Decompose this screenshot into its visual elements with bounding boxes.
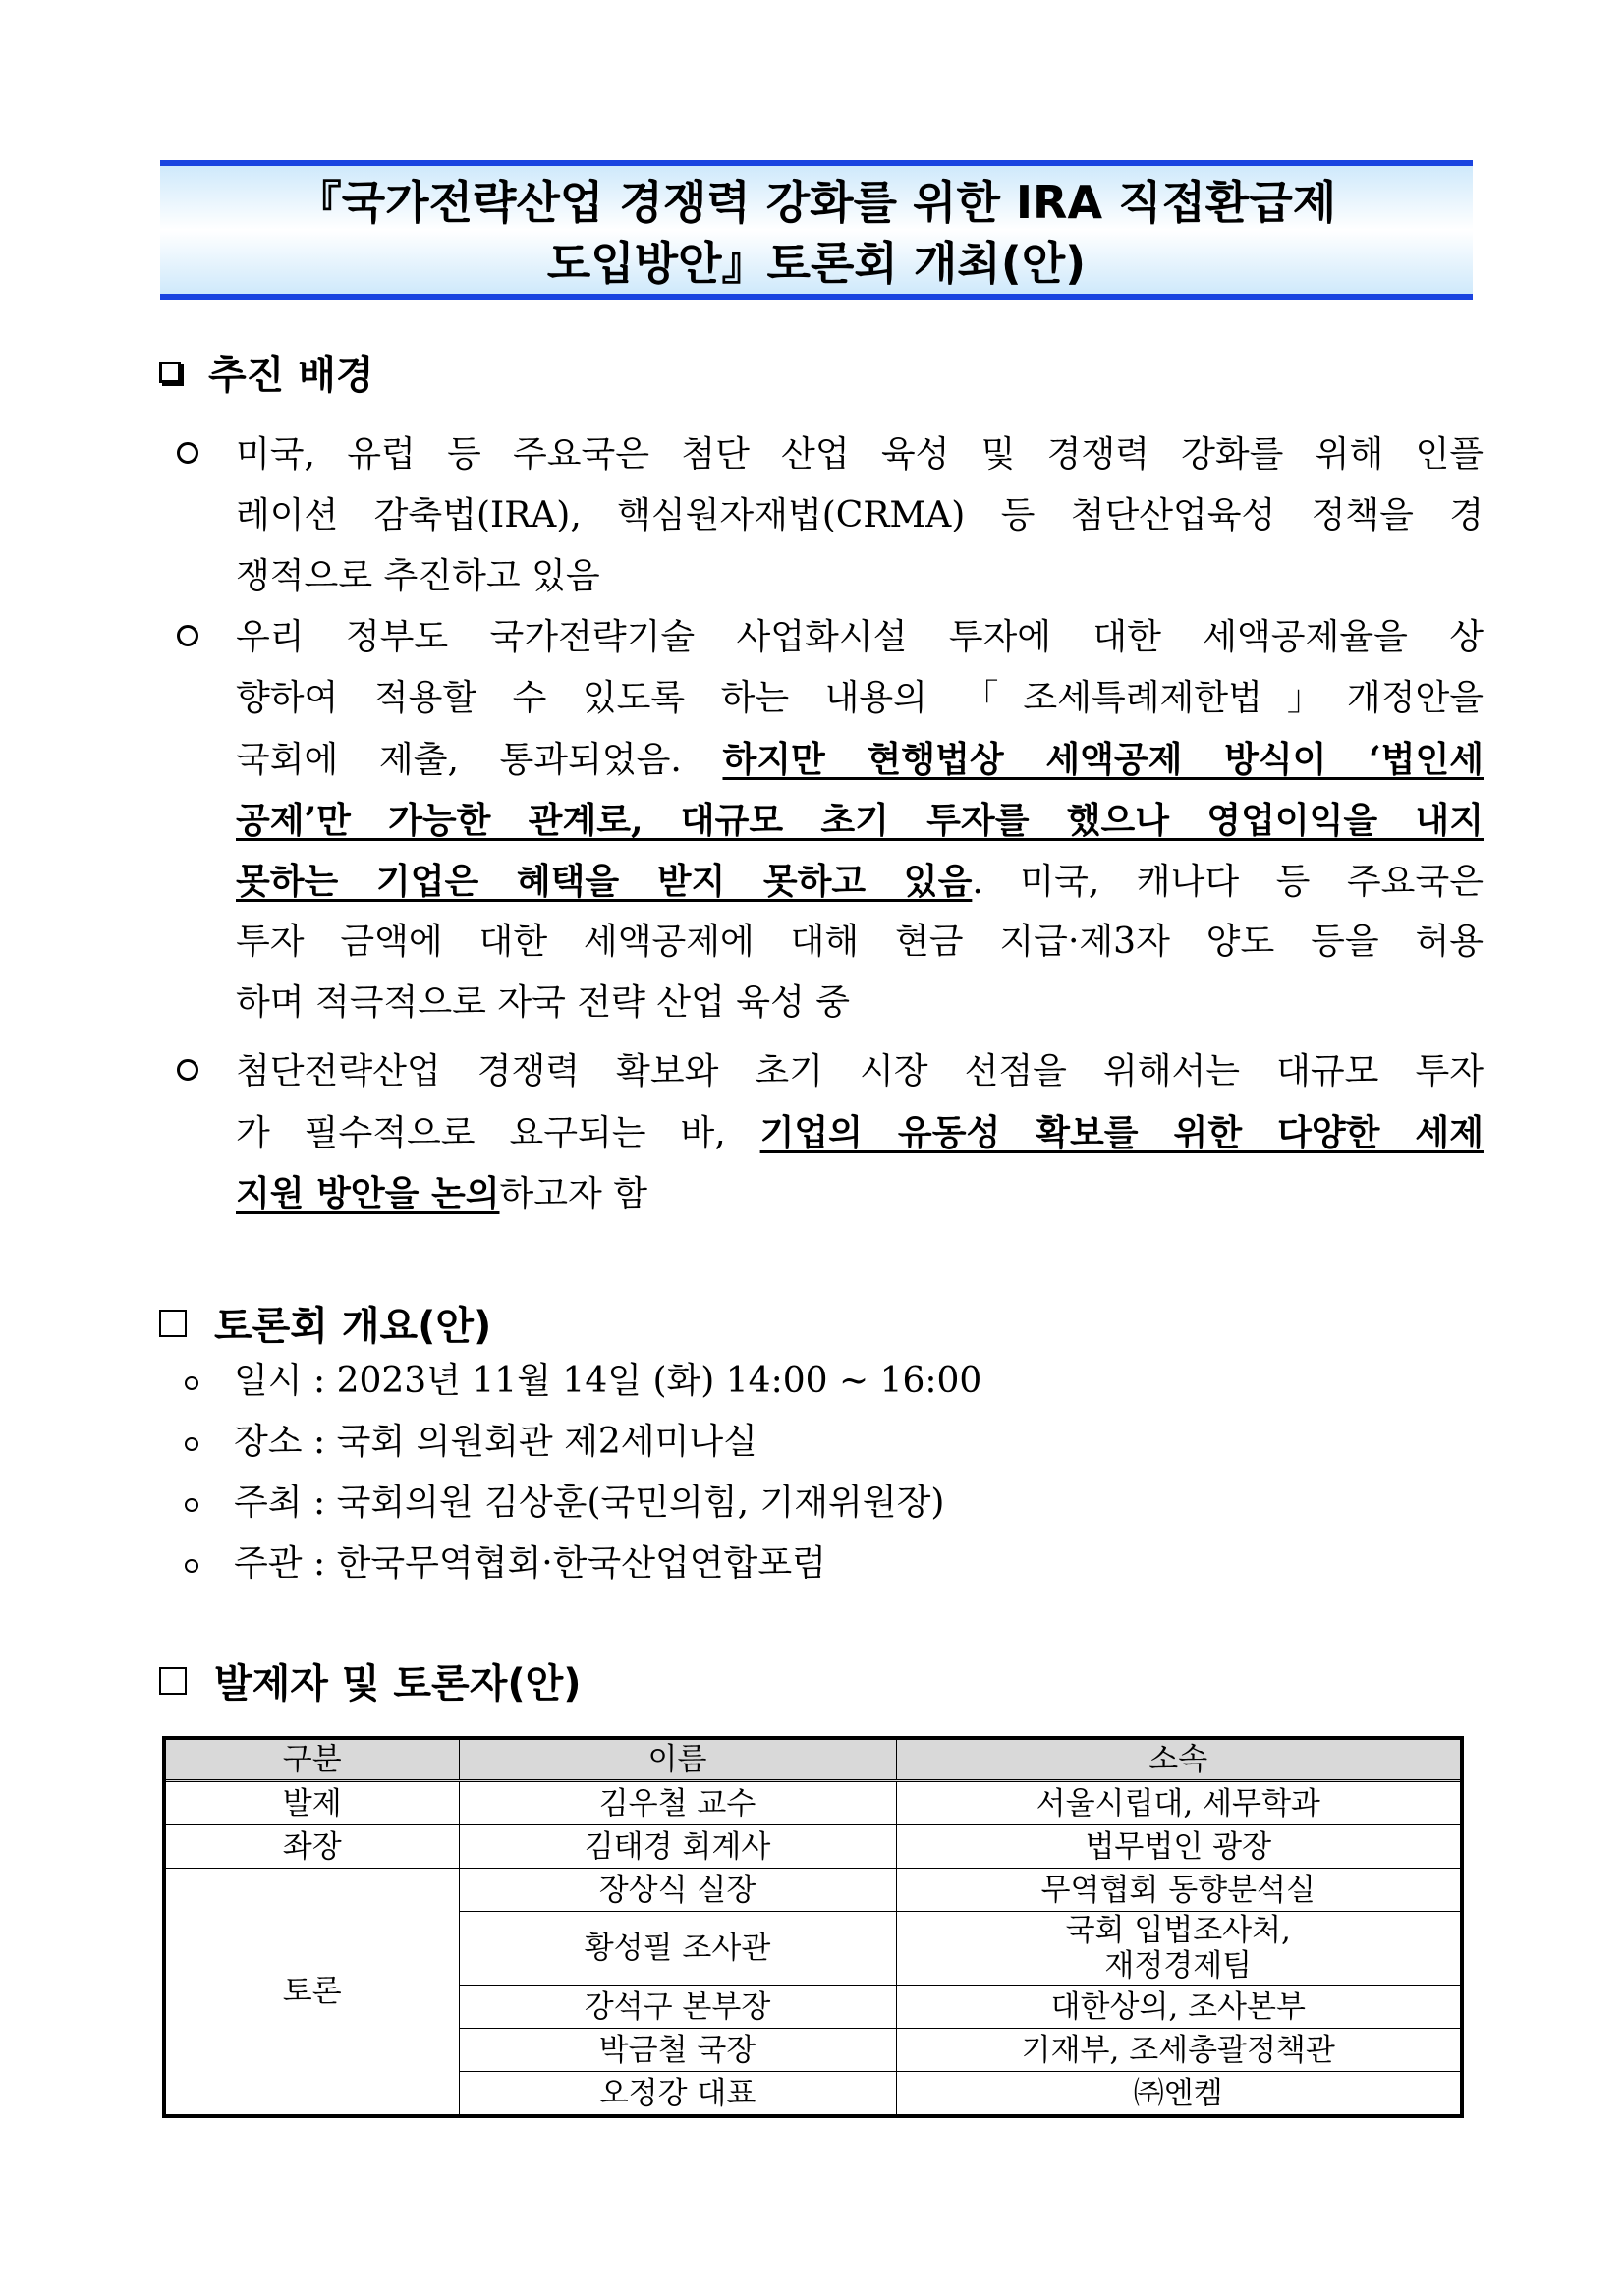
affiliation-line-1: 국회 입법조사처, bbox=[1065, 1913, 1291, 1948]
cell-name: 강석구 본부장 bbox=[459, 1986, 896, 2029]
list-item bbox=[185, 1412, 981, 1473]
p1-line-3: 쟁적으로 추진하고 있음 bbox=[236, 556, 600, 596]
p1-line-2: 레이션 감축법(IRA), 핵심원자재법(CRMA) 등 첨단산업육성 정책을 경 bbox=[236, 495, 1484, 535]
paragraph-2 bbox=[177, 607, 1484, 1034]
affiliation-line-2: 재정경제팀 bbox=[1104, 1948, 1253, 1984]
p3-line-3-plain: 하고자 함 bbox=[499, 1174, 648, 1214]
p3-line-3-emphasis: 지원 방안을 논의 bbox=[236, 1173, 500, 1214]
cell-affiliation: 무역협회 동향분석실 bbox=[896, 1869, 1462, 1912]
table-row bbox=[164, 1869, 1462, 1912]
p2-line-3-plain: 국회에 제출, 통과되었음. bbox=[236, 740, 723, 780]
cell-name: 김우철 교수 bbox=[459, 1781, 896, 1825]
section-heading-background bbox=[159, 344, 374, 400]
event-venue: 장소 : 국회 의원회관 제2세미나실 bbox=[234, 1422, 757, 1462]
section-heading-text: 발제자 및 토론자(안) bbox=[214, 1661, 582, 1707]
square-bullet-icon bbox=[159, 362, 181, 383]
event-host: 주최 : 국회의원 김상훈(국민의힘, 기재위원장) bbox=[234, 1483, 945, 1523]
p2-line-7: 하며 적극적으로 자국 전략 산업 육성 중 bbox=[236, 982, 851, 1023]
cell-name: 김태경 회계사 bbox=[459, 1825, 896, 1869]
cell-name: 오정강 대표 bbox=[459, 2072, 896, 2117]
circle-bullet-icon bbox=[177, 442, 198, 464]
panelist-table bbox=[162, 1736, 1464, 2118]
title-line-2: 도입방안』토론회 개최(안) bbox=[546, 237, 1087, 290]
p2-line-5-emphasis: 못하는 기업은 혜택을 받지 못하고 있음 bbox=[236, 861, 973, 902]
section-heading-overview bbox=[159, 1295, 491, 1351]
p2-line-4-emphasis: 공제’만 가능한 관계로, 대규모 초기 투자를 했으나 영업이익을 내지 bbox=[236, 800, 1484, 841]
p3-line-2-plain: 가 필수적으로 요구되는 바, bbox=[236, 1113, 760, 1153]
p2-line-3-emphasis: 하지만 현행법상 세액공제 방식이 ‘법인세 bbox=[722, 739, 1484, 780]
list-item bbox=[185, 1351, 981, 1412]
p1-line-1: 미국, 유럽 등 주요국은 첨단 산업 육성 및 경쟁력 강화를 위해 인플 bbox=[236, 434, 1484, 475]
cell-role: 토론 bbox=[164, 1869, 459, 2117]
circle-bullet-icon bbox=[185, 1437, 198, 1451]
section-heading-text: 토론회 개요(안) bbox=[214, 1304, 492, 1349]
p2-line-6: 투자 금액에 대한 세액공제에 대해 현금 지급·제3자 양도 등을 허용 bbox=[236, 922, 1484, 962]
p2-line-2: 향하여 적용할 수 있도록 하는 내용의 「조세특례제한법」개정안을 bbox=[236, 678, 1484, 718]
table-header-row bbox=[164, 1738, 1462, 1781]
title-line-1: 『국가전략산업 경쟁력 강화를 위한 IRA 직접환급제 bbox=[296, 176, 1337, 229]
header-affiliation: 소속 bbox=[896, 1738, 1462, 1781]
circle-bullet-icon bbox=[185, 1559, 198, 1573]
p2-line-5-plain: . 미국, 캐나다 등 주요국은 bbox=[972, 862, 1484, 902]
cell-name: 박금철 국장 bbox=[459, 2029, 896, 2072]
list-item bbox=[185, 1473, 981, 1534]
paragraph-1 bbox=[177, 424, 1484, 607]
p3-line-1: 첨단전략산업 경쟁력 확보와 초기 시장 선점을 위해서는 대규모 투자 bbox=[236, 1051, 1484, 1092]
cell-name: 황성필 조사관 bbox=[459, 1912, 896, 1986]
event-overview-list bbox=[185, 1351, 981, 1595]
circle-bullet-icon bbox=[177, 625, 198, 646]
cell-affiliation: 대한상의, 조사본부 bbox=[896, 1986, 1462, 2029]
cell-affiliation: 기재부, 조세총괄정책관 bbox=[896, 2029, 1462, 2072]
cell-affiliation: ㈜엔켐 bbox=[896, 2072, 1462, 2117]
p2-line-1: 우리 정부도 국가전략기술 사업화시설 투자에 대한 세액공제율을 상 bbox=[236, 617, 1484, 657]
p3-line-2-emphasis: 기업의 유동성 확보를 위한 다양한 세제 bbox=[759, 1112, 1484, 1153]
header-name: 이름 bbox=[459, 1738, 896, 1781]
circle-bullet-icon bbox=[185, 1498, 198, 1512]
event-date: 일시 : 2023년 11월 14일 (화) 14:00 ~ 16:00 bbox=[234, 1361, 982, 1401]
section-heading-text: 추진 배경 bbox=[208, 353, 374, 398]
document-title bbox=[160, 160, 1473, 300]
cell-affiliation bbox=[896, 1912, 1462, 1986]
cell-affiliation: 법무법인 광장 bbox=[896, 1825, 1462, 1869]
header-category: 구분 bbox=[164, 1738, 459, 1781]
event-organizer: 주관 : 한국무역협회·한국산업연합포럼 bbox=[234, 1543, 826, 1584]
circle-bullet-icon bbox=[177, 1059, 198, 1081]
square-bullet-icon bbox=[159, 1310, 187, 1337]
cell-role: 발제 bbox=[164, 1781, 459, 1825]
section-heading-panelists bbox=[159, 1652, 582, 1708]
circle-bullet-icon bbox=[185, 1376, 198, 1390]
square-bullet-icon bbox=[159, 1667, 187, 1695]
list-item bbox=[185, 1534, 981, 1595]
cell-affiliation: 서울시립대, 세무학과 bbox=[896, 1781, 1462, 1825]
table-row bbox=[164, 1781, 1462, 1825]
cell-role: 좌장 bbox=[164, 1825, 459, 1869]
cell-name: 장상식 실장 bbox=[459, 1869, 896, 1912]
table-row bbox=[164, 1825, 1462, 1869]
paragraph-3 bbox=[177, 1041, 1484, 1224]
